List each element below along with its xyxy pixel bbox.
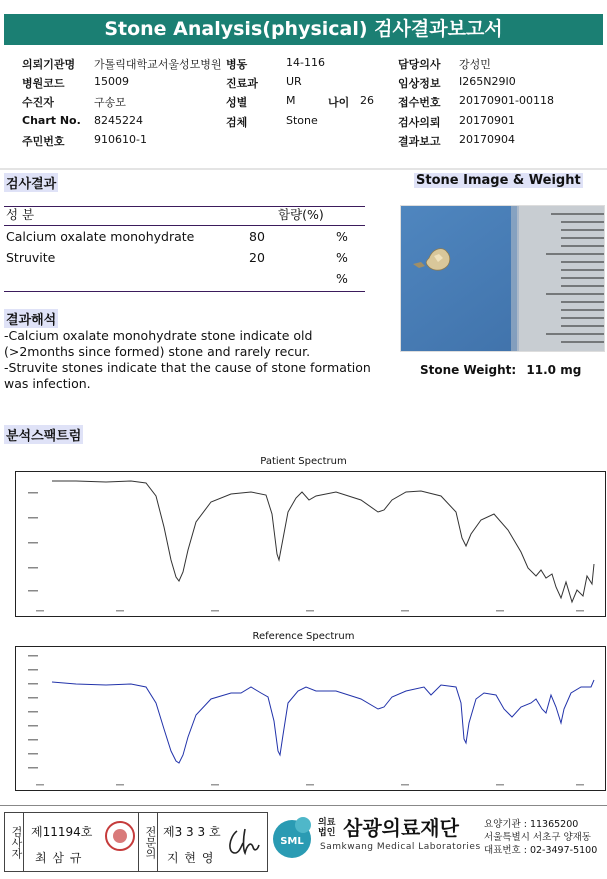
age-label: 나이 [328,96,350,109]
sex-label: 성별 [226,96,248,109]
receipt-no-value: 20170901-00118 [459,94,554,107]
specimen-label: 검체 [226,116,248,129]
results-bottom-line [4,291,365,292]
diagnosis-label: 임상정보 [398,77,441,90]
result-value: 20 [249,250,265,265]
hospital-code-value: 15009 [94,75,129,88]
sml-logo-icon [272,815,316,859]
stone-photo [400,205,605,352]
receipt-no-label: 접수번호 [398,96,441,109]
doctor-signature [223,823,263,863]
report-date-label: 결과보고 [398,135,441,148]
doctor-label: 담당의사 [398,58,441,71]
result-value: 80 [249,229,265,244]
results-header-line [4,225,365,226]
request-date-value: 20170901 [459,114,515,127]
org-english: Samkwang Medical Laboratories [320,842,481,852]
interpretation-line: -Calcium oxalate monohydrate stone indicate old [4,328,313,343]
chart-label: Chart No. [22,114,81,127]
hospital-code-label: 병원코드 [22,77,65,90]
patient-value: 구송모 [94,96,126,109]
ward-label: 병동 [226,58,248,71]
patient-x-ticks [36,610,584,612]
patient-y-ticks [28,492,38,592]
org-logo [272,815,316,859]
age-value: 26 [360,94,374,107]
results-heading: 검사결과 [4,173,58,192]
hospital-value: 가톨릭대학교서울성모병원 [94,58,222,71]
left-seal-mark [113,829,127,843]
report-title: Stone Analysis(physical) 검사결과보고서 [4,14,603,45]
mid-role: 전문의 [138,813,158,871]
reference-x-ticks [36,784,584,786]
left-license: 제11194호 [31,825,93,839]
hospital-label: 의뢰기관명 [22,58,76,71]
stone-weight [420,363,581,377]
dept-value: UR [286,75,302,88]
sex-value: M [286,94,296,107]
col-content: 함량(%) [278,207,324,222]
patient-spectrum-chart [16,472,605,616]
footer-divider [0,805,607,806]
phone: 대표번호 : 02-3497-5100 [484,845,598,856]
result-name: Struvite [6,250,56,265]
patient-label: 수진자 [22,96,54,109]
diagnosis-value: I265N29I0 [459,75,516,88]
chart-value: 8245224 [94,114,143,127]
reference-spectrum-title: Reference Spectrum [252,631,355,642]
section-divider [0,168,607,170]
result-unit: % [336,271,348,286]
id-label: 주민번호 [22,135,65,148]
dept-label: 진료과 [226,77,258,90]
org-contact [484,818,597,857]
interpretation-heading: 결과해석 [4,309,58,328]
left-seal [105,821,135,851]
ward-value: 14-116 [286,56,325,69]
report-date-value: 20170904 [459,133,515,146]
org-name: 삼광의료재단 [343,816,459,840]
result-unit: % [336,229,348,244]
stone-heading: Stone Image & Weight [416,173,581,188]
id-value: 910610-1 [94,133,147,146]
agency-code: 요양기관 : 11365200 [484,819,579,830]
address: 서울특별시 서초구 양재동 [484,832,591,843]
result-unit: % [336,250,348,265]
stone-weight-label: Stone Weight: [420,363,517,377]
interpretation-text [4,328,371,392]
left-role: 검사자 [5,813,24,871]
stone-weight-value: 11.0 mg [526,363,582,377]
patient-spectrum-panel [15,471,606,617]
doctor-value: 강성민 [459,58,491,71]
mid-name: 지 현 영 [167,851,215,865]
spectrum-heading: 분석스팩트럼 [4,425,83,444]
result-name: Calcium oxalate monohydrate [6,229,195,244]
mid-license: 제3 3 3 호 [163,825,221,839]
reference-spectrum-panel [15,646,606,791]
left-name: 최 삼 규 [35,851,83,865]
stone-photo-graphic [401,206,604,351]
interpretation-line: was infection. [4,376,91,391]
reference-y-ticks [28,655,38,769]
col-component: 성 분 [6,207,35,222]
specimen-value: Stone [286,114,318,127]
signature-box [4,812,268,872]
request-date-label: 검사의뢰 [398,116,441,129]
patient-spectrum-line [52,481,594,602]
reference-spectrum-line [52,680,594,763]
interpretation-line: -Struvite stones indicate that the cause of stone formation [4,360,371,375]
logo-text: SML [280,836,304,847]
patient-spectrum-title: Patient Spectrum [260,456,347,467]
interpretation-line: (>2months since formed) stone and rarely recur. [4,344,311,359]
org-type: 의료법인 [318,818,336,838]
reference-spectrum-chart [16,647,605,790]
